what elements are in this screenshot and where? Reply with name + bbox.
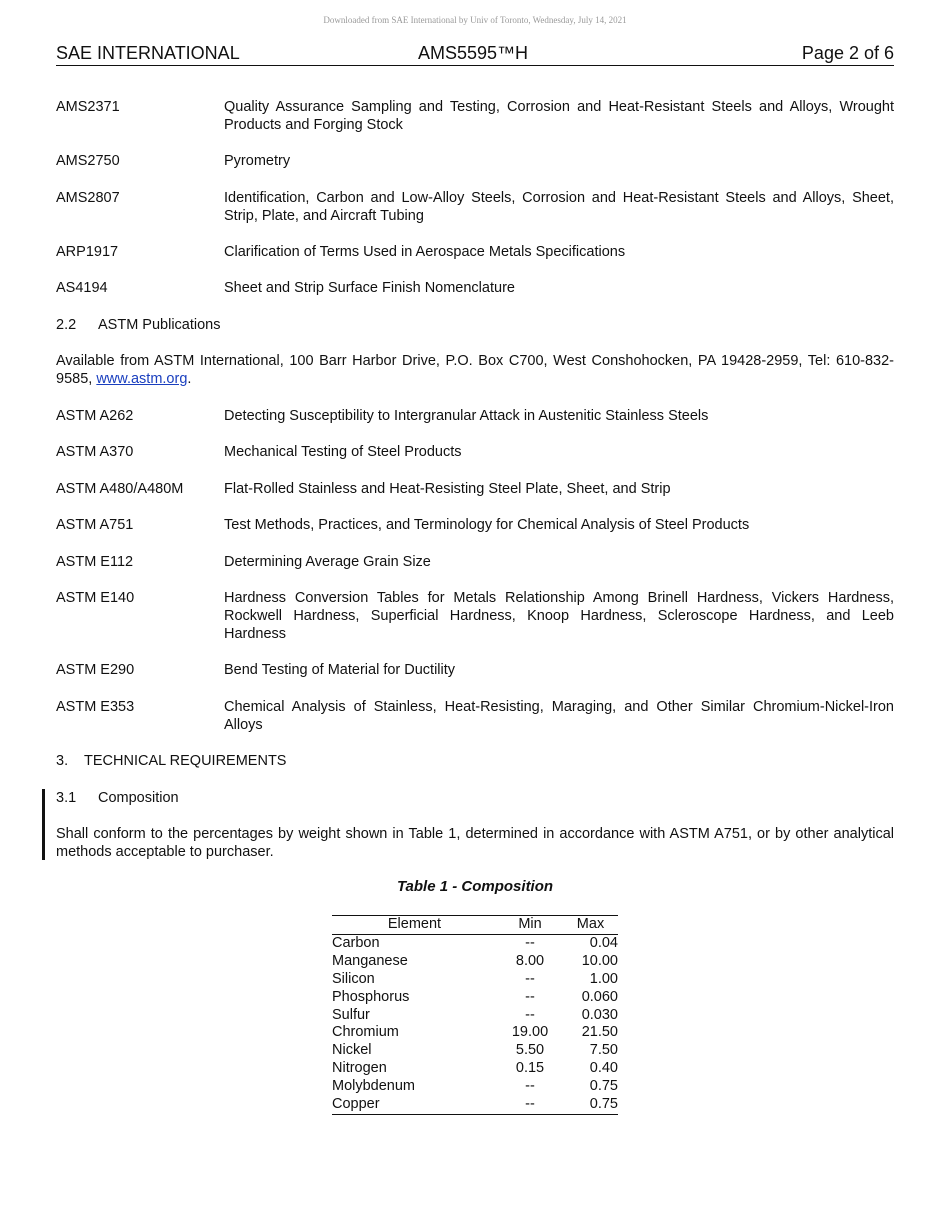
max-cell: 0.75 xyxy=(589,1096,618,1113)
min-cell: -- xyxy=(525,934,535,951)
table-row xyxy=(332,1007,618,1025)
reference-title: Bend Testing of Material for Ductility xyxy=(224,662,456,678)
element-cell: Sulfur xyxy=(332,1006,370,1023)
reference-title: Chemical Analysis of Stainless, Heat-Resisting, Maraging, and Other Similar Chromium-Nickel-Iron Alloys xyxy=(224,699,894,733)
reference-title: Quality Assurance Sampling and Testing, Corrosion and Heat-Resistant Steels and Alloys, Wrought Products and Forging Stock xyxy=(224,99,894,133)
table-row xyxy=(332,989,618,1007)
max-cell: 1.00 xyxy=(589,970,618,987)
column-header-min: Min xyxy=(518,916,542,932)
reference-entry xyxy=(56,698,894,734)
element-cell: Copper xyxy=(332,1096,380,1113)
section-heading-3-1 xyxy=(56,789,179,807)
reference-code: ARP1917 xyxy=(56,244,119,260)
reference-code: AMS2750 xyxy=(56,153,120,169)
max-cell: 10.00 xyxy=(581,952,618,969)
reference-entry xyxy=(56,243,894,261)
reference-entry xyxy=(56,443,894,461)
element-cell: Chromium xyxy=(332,1024,399,1041)
table-row xyxy=(332,1078,618,1096)
column-header-max: Max xyxy=(576,916,605,932)
max-cell: 0.40 xyxy=(589,1060,618,1077)
download-watermark: Downloaded from SAE International by Univ of Toronto, Wednesday, July 14, 2021 xyxy=(323,15,627,25)
table-caption: Table 1 - Composition xyxy=(396,878,554,895)
availability-suffix: . xyxy=(187,371,192,387)
reference-entry xyxy=(56,516,894,534)
min-cell: 19.00 xyxy=(511,1024,549,1041)
element-cell: Nitrogen xyxy=(332,1060,387,1077)
section-heading-2-2 xyxy=(56,316,221,334)
table-row xyxy=(332,971,618,989)
reference-title: Flat-Rolled Stainless and Heat-Resisting Steel Plate, Sheet, and Strip xyxy=(224,481,671,497)
page-header xyxy=(56,43,894,66)
min-cell: -- xyxy=(525,1096,535,1113)
section-number: 2.2 xyxy=(56,317,77,333)
element-cell: Nickel xyxy=(332,1042,372,1059)
revision-change-bar xyxy=(42,789,45,860)
reference-title: Sheet and Strip Surface Finish Nomenclature xyxy=(224,280,515,296)
column-header-element: Element xyxy=(387,916,442,932)
table-row xyxy=(332,1024,618,1042)
reference-entry xyxy=(56,279,894,297)
max-cell: 7.50 xyxy=(589,1042,618,1059)
reference-code: ASTM E140 xyxy=(56,590,135,606)
reference-code: ASTM E353 xyxy=(56,699,135,715)
table-row xyxy=(332,934,618,952)
reference-code: ASTM A370 xyxy=(56,444,134,460)
min-cell: -- xyxy=(525,1078,535,1095)
section-title: Composition xyxy=(98,790,179,806)
table-row xyxy=(332,1060,618,1078)
max-cell: 0.75 xyxy=(589,1078,618,1095)
max-cell: 0.030 xyxy=(581,1006,618,1023)
reference-code: ASTM E112 xyxy=(56,554,134,570)
min-cell: 0.15 xyxy=(515,1060,545,1077)
reference-code: ASTM A751 xyxy=(56,517,134,533)
reference-entry xyxy=(56,661,894,679)
reference-title: Mechanical Testing of Steel Products xyxy=(224,444,462,460)
element-cell: Silicon xyxy=(332,970,375,987)
astm-availability-paragraph xyxy=(56,352,894,388)
composition-table xyxy=(332,915,618,1115)
reference-title: Clarification of Terms Used in Aerospace Metals Specifications xyxy=(224,244,626,260)
element-cell: Phosphorus xyxy=(332,988,410,1005)
section-heading-3 xyxy=(56,752,286,770)
reference-code: ASTM E290 xyxy=(56,662,135,678)
min-cell: 8.00 xyxy=(515,952,545,969)
reference-entry xyxy=(56,407,894,425)
reference-code: ASTM A480/A480M xyxy=(56,481,184,497)
header-page-number: Page 2 of 6 xyxy=(801,43,894,63)
section-title: TECHNICAL REQUIREMENTS xyxy=(84,753,287,769)
max-cell: 0.060 xyxy=(581,988,618,1005)
element-cell: Carbon xyxy=(332,934,380,951)
reference-entry xyxy=(56,480,894,498)
header-organization: SAE INTERNATIONAL xyxy=(56,43,240,63)
reference-title: Detecting Susceptibility to Intergranular Attack in Austenitic Stainless Steels xyxy=(224,408,709,424)
table-row xyxy=(332,1042,618,1060)
header-document-number: AMS5595™H xyxy=(418,43,529,63)
element-cell: Molybdenum xyxy=(332,1078,416,1095)
table-row xyxy=(332,1096,618,1114)
element-cell: Manganese xyxy=(332,952,408,969)
section-number: 3. xyxy=(56,753,69,769)
astm-website-link[interactable]: www.astm.org xyxy=(96,371,188,387)
section-title: ASTM Publications xyxy=(98,317,221,333)
min-cell: -- xyxy=(525,1006,535,1023)
reference-code: AS4194 xyxy=(56,280,108,296)
max-cell: 21.50 xyxy=(581,1024,618,1041)
min-cell: -- xyxy=(525,970,535,987)
table-header-row xyxy=(332,916,618,935)
availability-text: Available from ASTM International, 100 Barr Harbor Drive, P.O. Box C700, West Conshohocken, PA 19428-2959, Tel: 610-832-9585, xyxy=(56,353,894,387)
table-row xyxy=(332,953,618,971)
composition-paragraph: Shall conform to the percentages by weight shown in Table 1, determined in accordance with ASTM A751, or by other analytical methods acceptable to purchaser. xyxy=(56,826,894,860)
reference-title: Hardness Conversion Tables for Metals Relationship Among Brinell Hardness, Vickers Hardness, Rockwell Hardness, Superficial Hardness, Knoop Hardness, Scleroscope Hardness, and Leeb Hardness xyxy=(224,590,894,642)
reference-title: Identification, Carbon and Low-Alloy Steels, Corrosion and Heat-Resistant Steels and Alloys, Sheet, Strip, Plate, and Aircraft Tubing xyxy=(224,190,894,224)
reference-entry xyxy=(56,553,894,571)
min-cell: 5.50 xyxy=(515,1042,545,1059)
reference-title: Determining Average Grain Size xyxy=(224,554,431,570)
reference-entry xyxy=(56,98,894,134)
max-cell: 0.04 xyxy=(589,934,618,951)
reference-entry xyxy=(56,589,894,643)
reference-title: Test Methods, Practices, and Terminology for Chemical Analysis of Steel Products xyxy=(224,517,750,533)
section-number: 3.1 xyxy=(56,790,77,806)
min-cell: -- xyxy=(525,988,535,1005)
reference-title: Pyrometry xyxy=(224,153,291,169)
reference-entry xyxy=(56,152,894,170)
reference-code: ASTM A262 xyxy=(56,408,134,424)
reference-code: AMS2371 xyxy=(56,99,120,115)
reference-entry xyxy=(56,189,894,225)
reference-code: AMS2807 xyxy=(56,190,120,206)
